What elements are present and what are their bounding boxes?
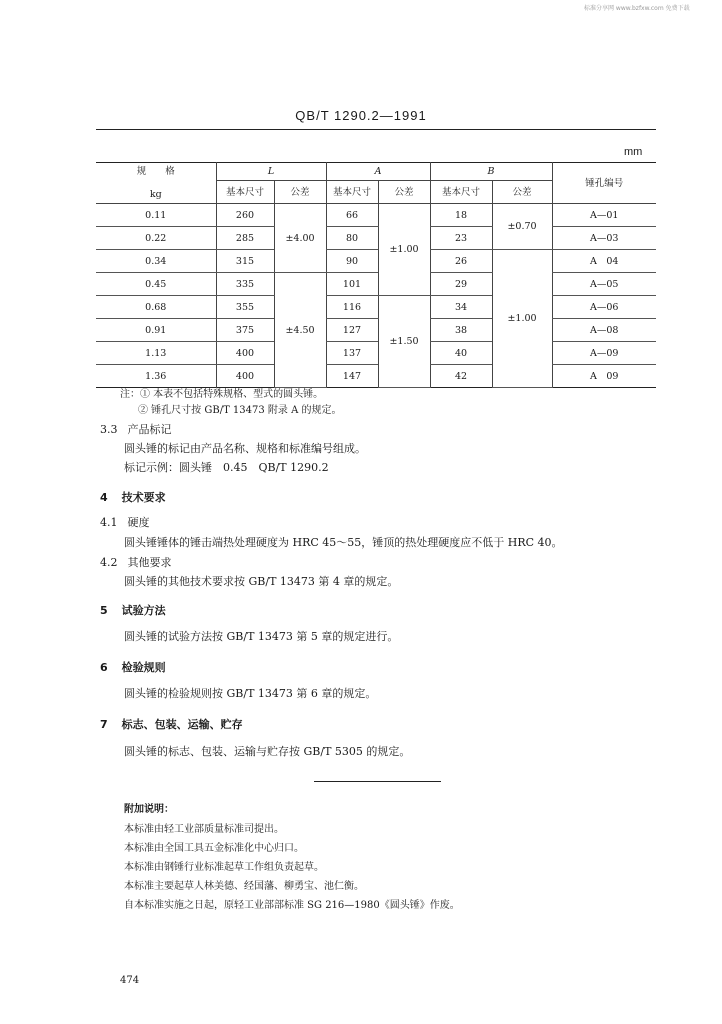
appendix-line: 自本标准实施之日起，原轻工业部部标准 SG 216—1980《圆头锤》作废。 xyxy=(124,900,460,911)
section-title: 标志、包装、运输、贮存 xyxy=(121,718,243,731)
spec-cell: 0.91 xyxy=(96,319,216,342)
a-cell: 80 xyxy=(326,227,378,250)
appendix-line: 本标准由轻工业部质量标准司提出。 xyxy=(124,824,284,835)
spec-table xyxy=(96,162,656,388)
appendix-line: 本标准由钢锤行业标准起草工作组负责起草。 xyxy=(124,862,324,873)
page-number: 474 xyxy=(120,975,140,986)
table-row xyxy=(96,273,656,296)
a-cell: 127 xyxy=(326,319,378,342)
section-7-heading xyxy=(100,716,243,732)
marking-example: 标记示例：圆头锤 0.45 QB/T 1290.2 xyxy=(124,461,329,474)
b-basic-header: 基本尺寸 xyxy=(430,181,492,204)
hole-cell: A 09 xyxy=(552,365,656,388)
hole-cell: A—08 xyxy=(552,319,656,342)
spec-header-unit: kg xyxy=(149,189,162,200)
table-row xyxy=(96,204,656,227)
paragraph: 圆头锤的标记由产品名称、规格和标准编号组成。 xyxy=(124,442,366,455)
table-row xyxy=(96,342,656,365)
b-tol-cell: ±1.00 xyxy=(492,250,552,388)
b-cell: 38 xyxy=(430,319,492,342)
paragraph: 圆头锤锤体的锤击端热处理硬度为 HRC 45～55，锤顶的热处理硬度应不低于 HRC 40。 xyxy=(124,536,563,549)
section-5-heading xyxy=(100,602,166,618)
section-title: 试验方法 xyxy=(121,604,166,617)
standard-header: QB/T 1290.2—1991 xyxy=(295,108,427,123)
section-6-heading xyxy=(100,659,166,675)
paragraph: 圆头锤的检验规则按 GB/T 13473 第 6 章的规定。 xyxy=(124,687,377,700)
section-number: 6 xyxy=(100,661,108,674)
table-row xyxy=(96,296,656,319)
paragraph: 圆头锤的试验方法按 GB/T 13473 第 5 章的规定进行。 xyxy=(124,630,399,643)
b-cell: 29 xyxy=(430,273,492,296)
b-cell: 34 xyxy=(430,296,492,319)
table-row xyxy=(96,227,656,250)
b-cell: 26 xyxy=(430,250,492,273)
a-cell: 147 xyxy=(326,365,378,388)
appendix-title: 附加说明： xyxy=(124,804,174,815)
section-4-1-heading xyxy=(100,516,150,530)
l-cell: 400 xyxy=(216,365,274,388)
paragraph: 圆头锤的其他技术要求按 GB/T 13473 第 4 章的规定。 xyxy=(124,575,399,588)
l-cell: 335 xyxy=(216,273,274,296)
hole-cell: A—01 xyxy=(552,204,656,227)
section-title: 其他要求 xyxy=(127,556,172,569)
spec-cell: 0.34 xyxy=(96,250,216,273)
spec-cell: 0.68 xyxy=(96,296,216,319)
table-note-2: ② 锤孔尺寸按 GB/T 13473 附录 A 的规定。 xyxy=(138,405,342,416)
l-tol-cell: ±4.00 xyxy=(274,204,326,273)
b-header: B xyxy=(430,163,552,181)
l-cell: 315 xyxy=(216,250,274,273)
a-cell: 116 xyxy=(326,296,378,319)
paragraph: 圆头锤的标志、包装、运输与贮存按 GB/T 5305 的规定。 xyxy=(124,745,411,758)
spec-cell: 1.13 xyxy=(96,342,216,365)
b-cell: 40 xyxy=(430,342,492,365)
l-tol-cell: ±4.50 xyxy=(274,273,326,388)
section-number: 7 xyxy=(100,718,108,731)
l-cell: 260 xyxy=(216,204,274,227)
spec-cell: 0.11 xyxy=(96,204,216,227)
l-cell: 285 xyxy=(216,227,274,250)
b-cell: 42 xyxy=(430,365,492,388)
unit-label: mm xyxy=(624,146,643,158)
hole-header: 锤孔编号 xyxy=(552,163,656,204)
a-cell: 101 xyxy=(326,273,378,296)
l-basic-header: 基本尺寸 xyxy=(216,181,274,204)
hole-cell: A—05 xyxy=(552,273,656,296)
a-tol-cell: ±1.50 xyxy=(378,296,430,388)
l-cell: 355 xyxy=(216,296,274,319)
header-rule xyxy=(96,129,656,130)
hole-cell: A—09 xyxy=(552,342,656,365)
a-cell: 66 xyxy=(326,204,378,227)
table-note-1: 注：① 本表不包括特殊规格、型式的圆头锤。 xyxy=(120,389,324,400)
section-4-2-heading xyxy=(100,556,172,570)
hole-cell: A—06 xyxy=(552,296,656,319)
b-tol-header: 公差 xyxy=(492,181,552,204)
a-cell: 90 xyxy=(326,250,378,273)
spec-header xyxy=(96,163,216,204)
a-header: A xyxy=(326,163,430,181)
section-3-3-heading xyxy=(100,423,172,437)
section-title: 产品标记 xyxy=(127,423,172,436)
section-number: 5 xyxy=(100,604,108,617)
a-basic-header: 基本尺寸 xyxy=(326,181,378,204)
a-tol-header: 公差 xyxy=(378,181,430,204)
spec-header-top: 规 格 xyxy=(136,166,175,177)
l-cell: 375 xyxy=(216,319,274,342)
end-rule xyxy=(314,781,441,782)
b-cell: 18 xyxy=(430,204,492,227)
spec-cell: 1.36 xyxy=(145,370,167,382)
hole-cell: A—03 xyxy=(552,227,656,250)
table-row xyxy=(96,365,656,388)
table-row xyxy=(96,250,656,273)
section-number: 4.1 xyxy=(100,516,118,529)
section-title: 硬度 xyxy=(127,516,150,529)
l-cell: 400 xyxy=(216,342,274,365)
section-title: 技术要求 xyxy=(121,491,166,504)
watermark: 标准分享网 www.bzfxw.com 免费下载 xyxy=(584,5,690,12)
a-tol-cell: ±1.00 xyxy=(378,204,430,296)
hole-cell: A 04 xyxy=(552,250,656,273)
section-4-heading xyxy=(100,489,166,505)
appendix-line: 本标准主要起草人林美德、经国藩、柳勇宝、池仁衡。 xyxy=(124,881,364,892)
appendix-line: 本标准由全国工具五金标准化中心归口。 xyxy=(124,843,304,854)
a-cell: 137 xyxy=(326,342,378,365)
spec-cell: 0.22 xyxy=(96,227,216,250)
section-title: 检验规则 xyxy=(121,661,166,674)
table-row xyxy=(96,319,656,342)
b-cell: 23 xyxy=(430,227,492,250)
section-number: 4 xyxy=(100,491,108,504)
section-number: 4.2 xyxy=(100,556,118,569)
b-tol-cell: ±0.70 xyxy=(492,204,552,250)
l-header: L xyxy=(216,163,326,181)
section-number: 3.3 xyxy=(100,423,118,436)
l-tol-header: 公差 xyxy=(274,181,326,204)
spec-cell: 0.45 xyxy=(96,273,216,296)
